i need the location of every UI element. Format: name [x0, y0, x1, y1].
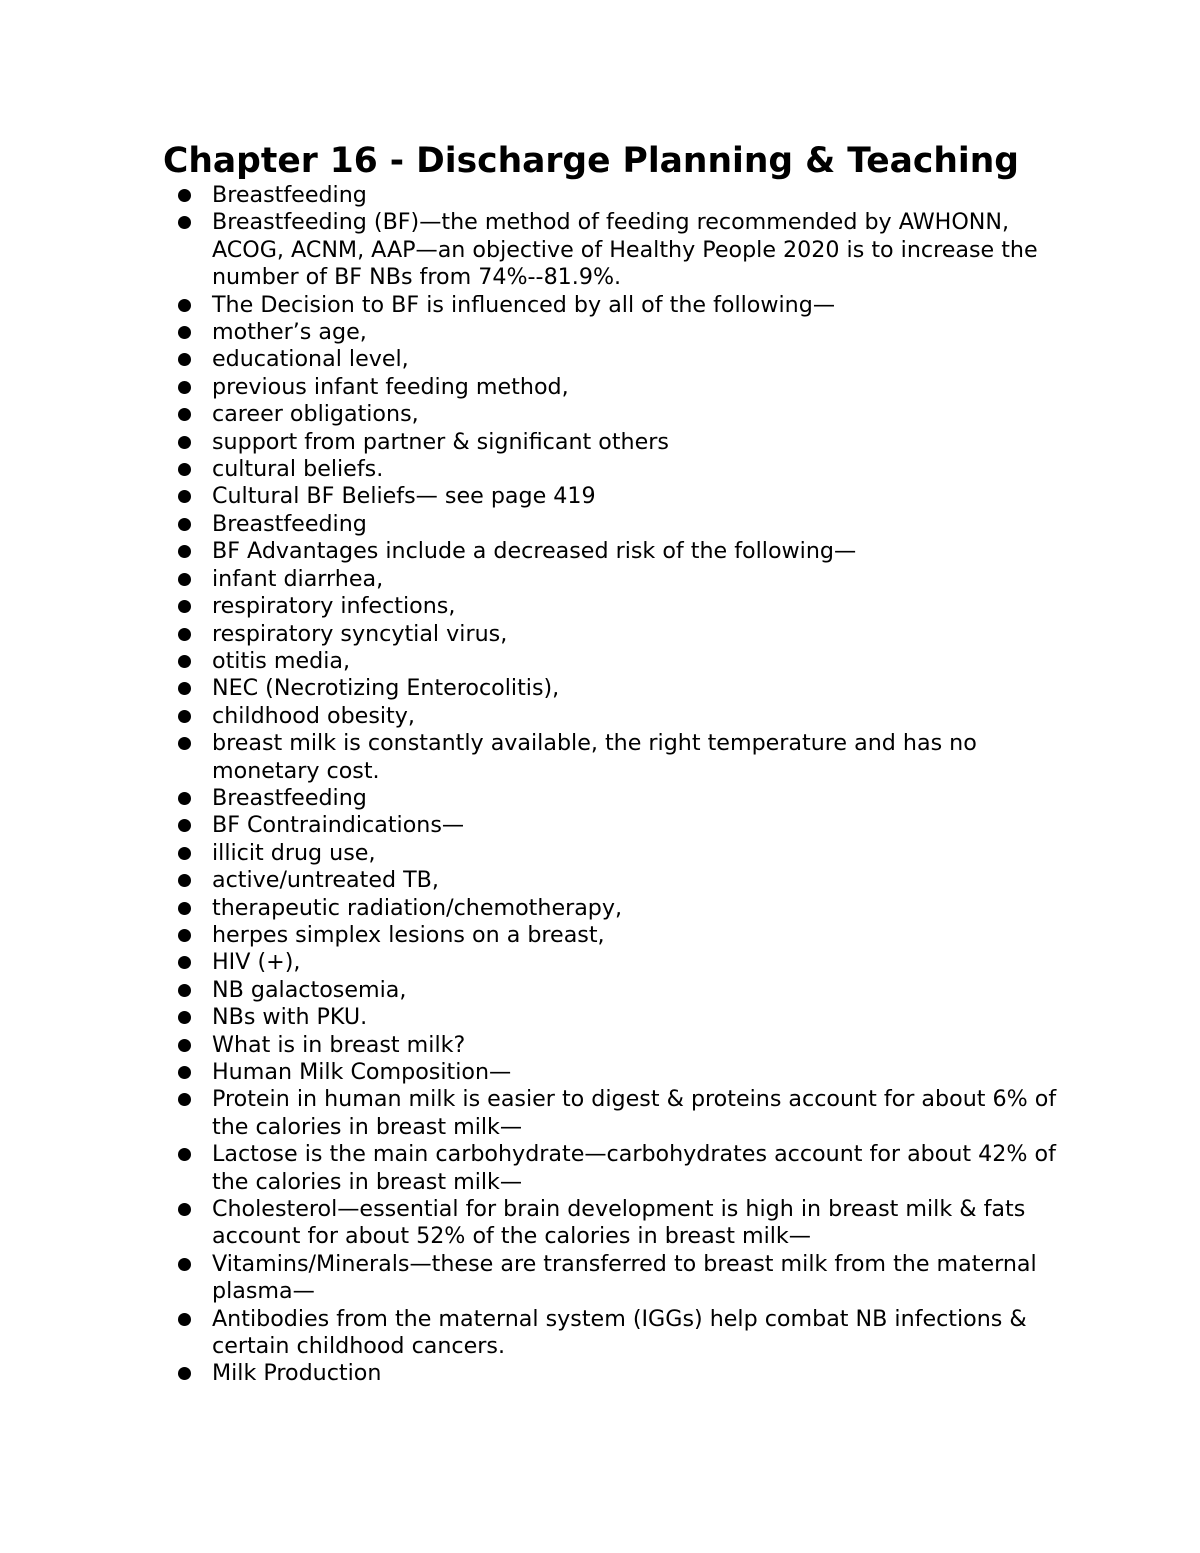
list-item-text: active/untreated TB,	[212, 867, 439, 894]
bullet-icon	[178, 956, 191, 969]
list-item-text: career obligations,	[212, 401, 419, 428]
bullet-icon	[178, 216, 191, 229]
list-item-text: NBs with PKU.	[212, 1004, 368, 1031]
list-item-text: Cultural BF Beliefs— see page 419	[212, 483, 596, 510]
bullet-icon	[178, 299, 191, 312]
list-item	[0, 346, 1062, 373]
list-item	[0, 1306, 1062, 1361]
list-item	[0, 429, 1062, 456]
bullet-icon	[178, 819, 191, 832]
list-item	[0, 1196, 1062, 1251]
list-item	[0, 538, 1062, 565]
bullet-icon	[178, 902, 191, 915]
list-item-text: infant diarrhea,	[212, 565, 384, 592]
list-item-text: Breastfeeding (BF)—the method of feeding recommended by AWHONN, ACOG, ACNM, AAP—an objective of Healthy People 2020 is to increase the number of BF NBs from 74%--81.9%.	[212, 209, 1038, 291]
bullet-icon	[178, 1066, 191, 1079]
list-item-text: HIV (+),	[212, 949, 301, 976]
list-item-text: Protein in human milk is easier to digest & proteins account for about 6% of the calories in breast milk—	[212, 1086, 1057, 1140]
bullet-icon	[178, 600, 191, 613]
list-item-text: What is in breast milk?	[212, 1031, 466, 1058]
list-item-text: The Decision to BF is influenced by all of the following—	[212, 291, 836, 318]
list-item	[0, 730, 1062, 785]
list-item	[0, 511, 1062, 538]
list-item	[0, 621, 1062, 648]
list-item-text: Milk Production	[212, 1360, 382, 1387]
bullet-icon	[178, 408, 191, 421]
bullet-list	[0, 182, 1200, 1388]
list-item-text: educational level,	[212, 346, 409, 373]
list-item	[0, 648, 1062, 675]
bullet-icon	[178, 573, 191, 586]
list-item	[0, 1360, 1062, 1387]
list-item-text: NB galactosemia,	[212, 976, 407, 1003]
list-item	[0, 566, 1062, 593]
list-item-text: childhood obesity,	[212, 702, 415, 729]
bullet-icon	[178, 929, 191, 942]
list-item-text: therapeutic radiation/chemotherapy,	[212, 894, 623, 921]
list-item	[0, 949, 1062, 976]
bullet-icon	[178, 792, 191, 805]
list-item	[0, 785, 1062, 812]
bullet-icon	[178, 874, 191, 887]
list-item-text: herpes simplex lesions on a breast,	[212, 921, 605, 948]
list-item	[0, 922, 1062, 949]
list-item-text: Human Milk Composition—	[212, 1059, 512, 1085]
list-item-text: respiratory syncytial virus,	[212, 620, 508, 647]
list-item-text: previous infant feeding method,	[212, 373, 569, 400]
list-item-text: illicit drug use,	[212, 839, 376, 866]
bullet-icon	[178, 1258, 191, 1271]
list-item	[0, 1004, 1062, 1031]
bullet-icon	[178, 1039, 191, 1052]
bullet-icon	[178, 710, 191, 723]
list-item	[0, 1251, 1062, 1306]
bullet-icon	[178, 628, 191, 641]
list-item	[0, 483, 1062, 510]
list-item-text: Breastfeeding	[212, 784, 367, 811]
list-item	[0, 182, 1062, 209]
list-item	[0, 812, 1062, 839]
bullet-icon	[178, 655, 191, 668]
list-item-text: breast milk is constantly available, the right temperature and has no monetary cost.	[212, 730, 977, 784]
list-item-text: support from partner & significant others	[212, 428, 669, 455]
bullet-icon	[178, 490, 191, 503]
bullet-icon	[178, 1011, 191, 1024]
list-item	[0, 895, 1062, 922]
bullet-icon	[178, 737, 191, 750]
bullet-icon	[178, 1313, 191, 1326]
list-item-text: BF Contraindications—	[212, 812, 465, 839]
bullet-icon	[178, 545, 191, 558]
list-item-text: Lactose is the main carbohydrate—carbohydrates account for about 42% of the calories in breast milk—	[212, 1141, 1056, 1195]
bullet-icon	[178, 326, 191, 339]
list-item-text: mother’s age,	[212, 319, 367, 346]
list-item	[0, 840, 1062, 867]
list-item	[0, 209, 1062, 291]
list-item-text: Antibodies from the maternal system (IGGs) help combat NB infections & certain childhood cancers.	[212, 1305, 1027, 1360]
list-item-text: NEC (Necrotizing Enterocolitis),	[212, 675, 560, 702]
bullet-icon	[178, 436, 191, 449]
list-item	[0, 1141, 1062, 1196]
list-item-text: BF Advantages include a decreased risk of the following—	[212, 538, 857, 565]
bullet-icon	[178, 682, 191, 695]
list-item	[0, 593, 1062, 620]
bullet-icon	[178, 189, 191, 202]
list-item-text: respiratory infections,	[212, 593, 456, 620]
list-item	[0, 1059, 1062, 1086]
bullet-icon	[178, 984, 191, 997]
bullet-icon	[178, 1367, 191, 1380]
bullet-icon	[178, 518, 191, 531]
list-item-text: otitis media,	[212, 647, 351, 674]
list-item	[0, 675, 1062, 702]
bullet-icon	[178, 847, 191, 860]
list-item	[0, 374, 1062, 401]
bullet-icon	[178, 463, 191, 476]
list-item	[0, 703, 1062, 730]
bullet-icon	[178, 1148, 191, 1161]
list-item	[0, 1032, 1062, 1059]
list-item	[0, 977, 1062, 1004]
list-item-text: Breastfeeding	[212, 182, 367, 208]
list-item-text: Cholesterol—essential for brain development is high in breast milk & fats account for about 52% of the calories in breast milk—	[212, 1196, 1026, 1250]
list-item-text: Vitamins/Minerals—these are transferred to breast milk from the maternal plasma—	[212, 1250, 1037, 1305]
bullet-icon	[178, 381, 191, 394]
list-item	[0, 456, 1062, 483]
list-item	[0, 1086, 1062, 1141]
list-item-text: Breastfeeding	[212, 510, 367, 537]
list-item	[0, 867, 1062, 894]
bullet-icon	[178, 1093, 191, 1106]
list-item	[0, 319, 1062, 346]
list-item	[0, 292, 1062, 319]
page-title: Chapter 16 - Discharge Planning & Teaching	[163, 141, 1019, 181]
bullet-icon	[178, 1203, 191, 1216]
list-item	[0, 401, 1062, 428]
bullet-icon	[178, 353, 191, 366]
list-item-text: cultural beliefs.	[212, 456, 384, 483]
